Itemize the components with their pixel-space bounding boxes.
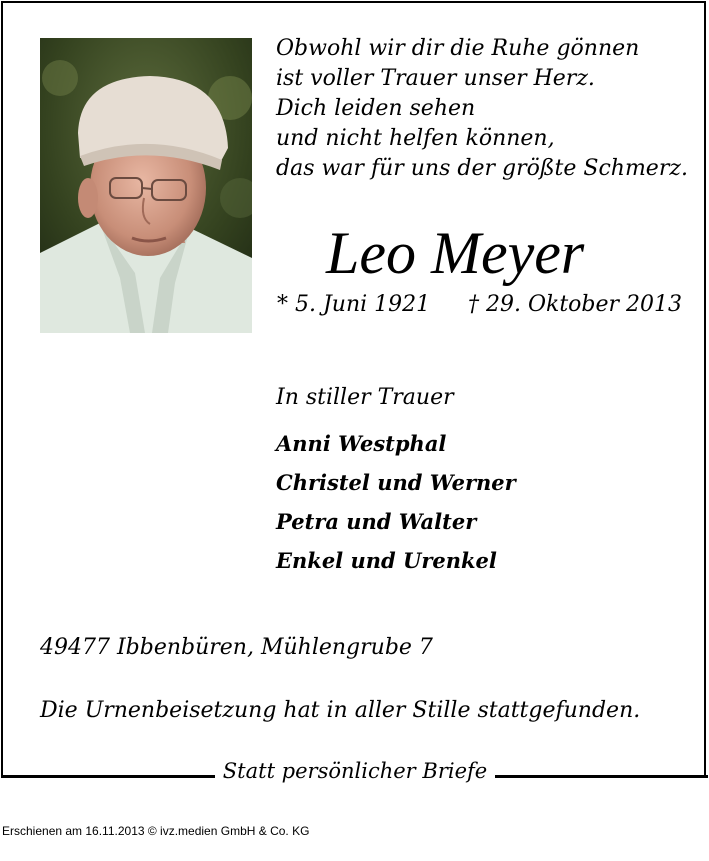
mourners-list [276, 424, 516, 580]
mourner-name: Christel und Werner [276, 470, 516, 495]
poem-line: Dich leiden sehen [276, 96, 476, 121]
deceased-name: Leo Meyer [326, 220, 585, 286]
death-date: † 29. Oktober 2013 [468, 292, 683, 317]
portrait-photo [40, 38, 252, 333]
footer-note: Statt persönlicher Briefe [215, 757, 495, 785]
mourner-name: Anni Westphal [276, 431, 447, 456]
portrait-image [40, 38, 252, 333]
publication-credit: Erschienen am 16.11.2013 © ivz.medien GmbH & Co. KG [2, 824, 310, 838]
address: 49477 Ibbenbüren, Mühlengrube 7 [40, 635, 433, 660]
poem-line: Obwohl wir dir die Ruhe gönnen [276, 36, 640, 61]
mourner-name: Enkel und Urenkel [276, 548, 497, 573]
mourner-name: Petra und Walter [276, 509, 477, 534]
birth-date: * 5. Juni 1921 [277, 292, 431, 317]
frame-bottom-line-right [493, 775, 708, 778]
burial-note: Die Urnenbeisetzung hat in aller Stille stattgefunden. [40, 698, 641, 723]
poem-line: ist voller Trauer unser Herz. [276, 66, 595, 91]
poem [276, 34, 688, 184]
mourning-intro: In stiller Trauer [276, 385, 454, 410]
poem-line: und nicht helfen können, [276, 126, 555, 151]
poem-line: das war für uns der größte Schmerz. [276, 156, 688, 181]
frame-bottom-line-left [1, 775, 218, 778]
